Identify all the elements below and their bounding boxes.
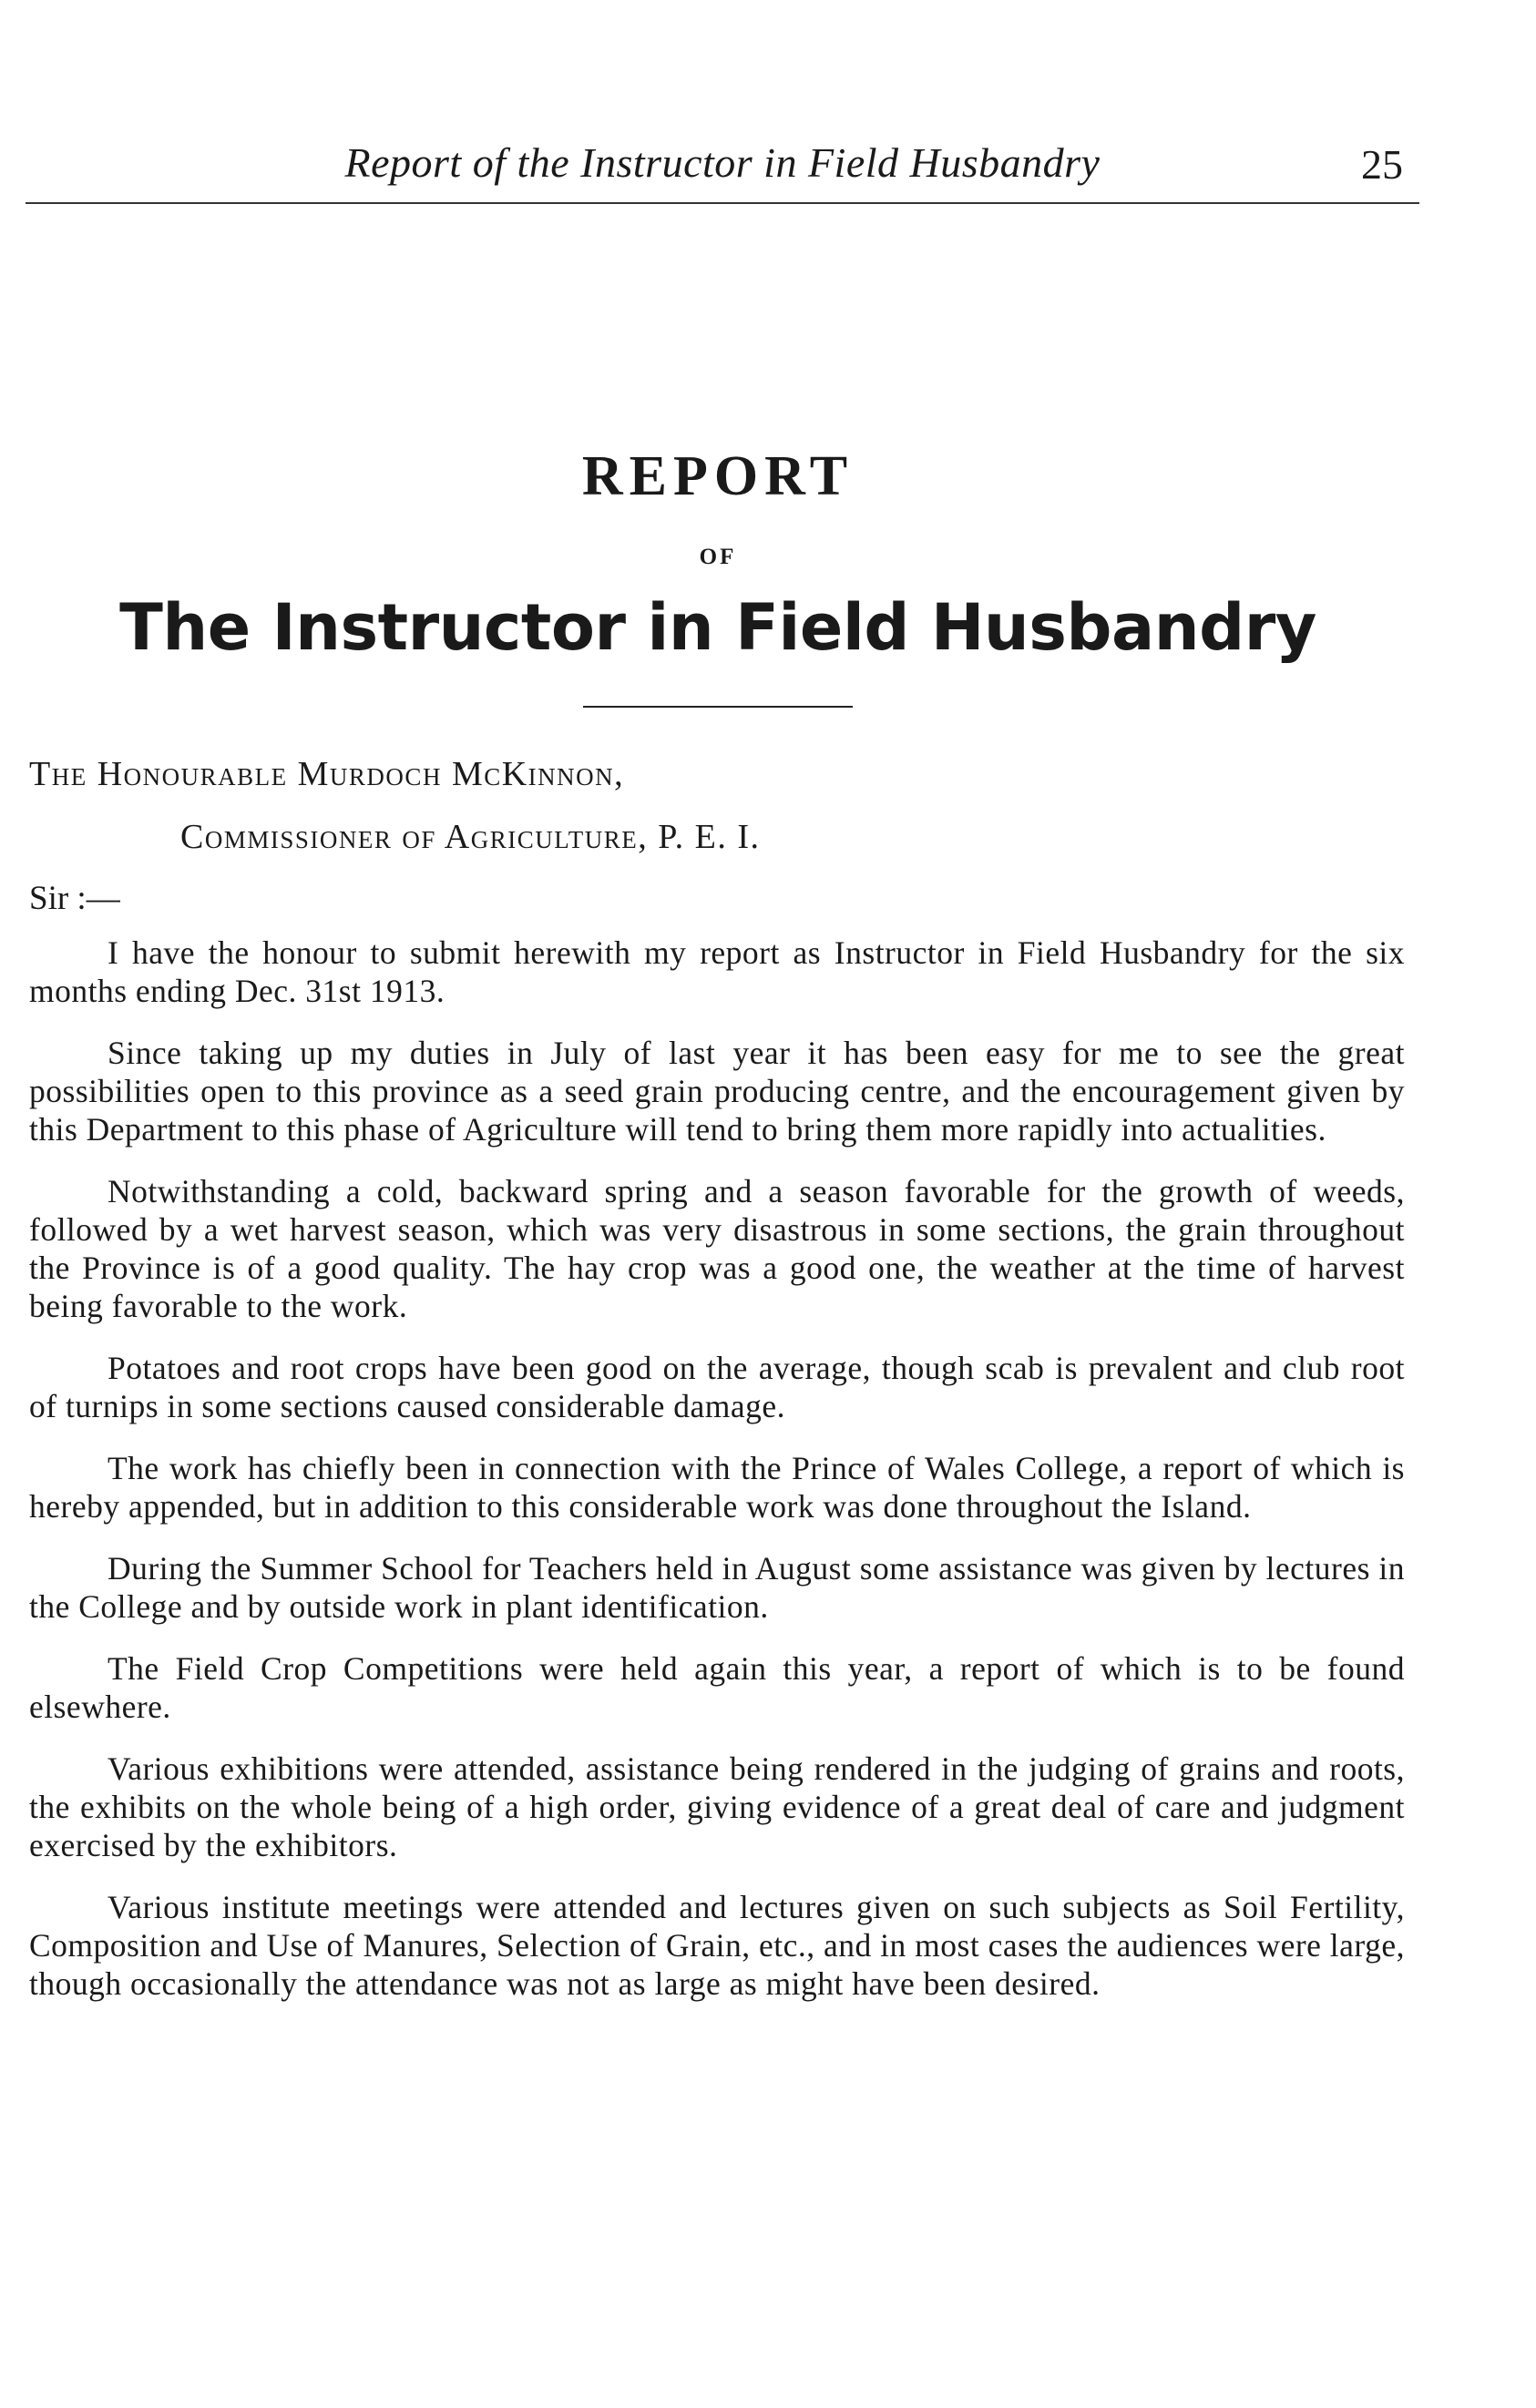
report-heading: REPORT: [581, 445, 855, 507]
page-number: 25: [1361, 141, 1403, 188]
paragraph: Various exhibitions were attended, assistance being rendered in the judging of grains and roots, the exhibits on the whole being of a high order, giving evidence of a great deal of care and judgment exercised by the exhibitors.: [29, 1750, 1405, 1863]
main-title: The Instructor in Field Husbandry: [119, 590, 1316, 665]
paragraph: I have the honour to submit herewith my report as Instructor in Field Husbandry for the six months ending Dec. 31st 1913.: [29, 934, 1405, 1009]
paragraph: During the Summer School for Teachers held in August some assistance was given by lectures in the College and by outside work in plant identification.: [29, 1550, 1405, 1625]
running-title: Report of the Instructor in Field Husbandry: [344, 139, 1101, 186]
running-header: [26, 137, 1419, 209]
paragraph: Notwithstanding a cold, backward spring and a season favorable for the growth of weeds, followed by a wet harvest season, which was very disastrous in some sections, the grain throughout the Province is of a good quality. The hay crop was a good one, the weather at the time of harvest being favorable to the work.: [29, 1173, 1405, 1324]
paragraph: The Field Crop Competitions were held again this year, a report of which is to be found elsewhere.: [29, 1650, 1405, 1725]
paragraph: Since taking up my duties in July of last year it has been easy for me to see the great possibilities open to this province as a seed grain producing centre, and the encouragement given by this Department to this phase of Agriculture will tend to bring them more rapidly into actualities.: [29, 1035, 1405, 1148]
addressee-name: The Honourable Murdoch McKinnon,: [29, 755, 625, 793]
of-label: OF: [699, 545, 737, 569]
paragraph: The work has chiefly been in connection with the Prince of Wales College, a report of which is hereby appended, but in addition to this considerable work was done throughout the Island.: [29, 1450, 1405, 1525]
header-rule: [26, 202, 1419, 204]
paragraph: Various institute meetings were attended and lectures given on such subjects as Soil Fertility, Composition and Use of Manures, Selection of Grain, etc., and in most cases the audiences were large, though occasionally the attendance was not as large as might have been desired.: [29, 1889, 1405, 2002]
title-rule: [583, 706, 853, 708]
salutation: Sir :—: [29, 880, 120, 917]
addressee-title: Commissioner of Agriculture, P. E. I.: [180, 818, 761, 856]
letter-body: [29, 934, 1405, 2026]
paragraph: Potatoes and root crops have been good on the average, though scab is prevalent and club root of turnips in some sections caused considerable damage.: [29, 1350, 1405, 1424]
